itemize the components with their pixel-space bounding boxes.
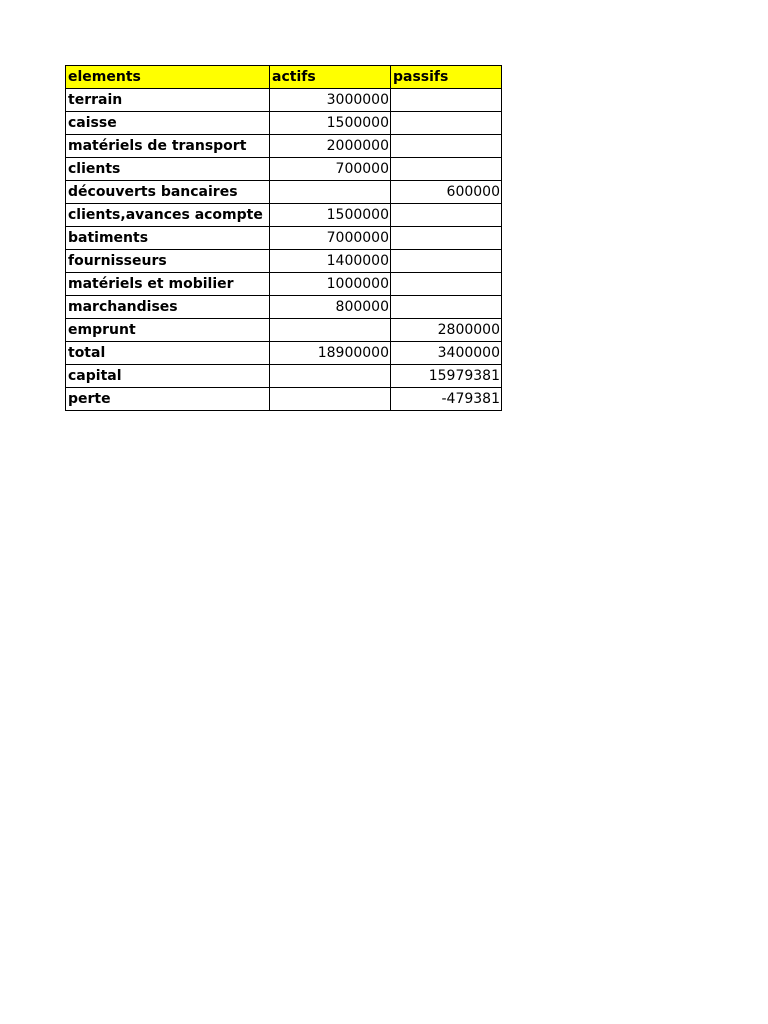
cell-element[interactable]: perte	[66, 388, 270, 411]
cell-element[interactable]: marchandises	[66, 296, 270, 319]
cell-actifs[interactable]: 700000	[270, 158, 391, 181]
cell-passifs[interactable]	[391, 296, 502, 319]
table-row	[66, 112, 502, 135]
cell-actifs[interactable]: 1500000	[270, 204, 391, 227]
cell-element[interactable]: emprunt	[66, 319, 270, 342]
cell-passifs[interactable]	[391, 250, 502, 273]
cell-element[interactable]: batiments	[66, 227, 270, 250]
cell-element[interactable]: découverts bancaires	[66, 181, 270, 204]
header-actifs[interactable]: actifs	[270, 66, 391, 89]
cell-actifs[interactable]: 18900000	[270, 342, 391, 365]
cell-passifs[interactable]: 15979381	[391, 365, 502, 388]
cell-element[interactable]: fournisseurs	[66, 250, 270, 273]
header-passifs[interactable]: passifs	[391, 66, 502, 89]
header-elements[interactable]: elements	[66, 66, 270, 89]
table-row	[66, 273, 502, 296]
table-row	[66, 250, 502, 273]
table-row	[66, 89, 502, 112]
table-row	[66, 181, 502, 204]
cell-element[interactable]: matériels de transport	[66, 135, 270, 158]
cell-passifs[interactable]: 3400000	[391, 342, 502, 365]
cell-passifs[interactable]	[391, 89, 502, 112]
cell-passifs[interactable]	[391, 158, 502, 181]
cell-passifs[interactable]: 2800000	[391, 319, 502, 342]
cell-passifs[interactable]	[391, 273, 502, 296]
cell-element[interactable]: clients,avances acompte	[66, 204, 270, 227]
cell-element[interactable]: matériels et mobilier	[66, 273, 270, 296]
table-row	[66, 365, 502, 388]
table-row	[66, 227, 502, 250]
cell-actifs[interactable]: 2000000	[270, 135, 391, 158]
cell-element[interactable]: total	[66, 342, 270, 365]
cell-passifs[interactable]: -479381	[391, 388, 502, 411]
cell-actifs[interactable]: 3000000	[270, 89, 391, 112]
cell-passifs[interactable]	[391, 227, 502, 250]
header-row	[66, 66, 502, 89]
cell-actifs[interactable]: 1400000	[270, 250, 391, 273]
cell-element[interactable]: terrain	[66, 89, 270, 112]
table-row	[66, 158, 502, 181]
cell-actifs[interactable]	[270, 181, 391, 204]
cell-actifs[interactable]: 1500000	[270, 112, 391, 135]
cell-passifs[interactable]: 600000	[391, 181, 502, 204]
cell-passifs[interactable]	[391, 135, 502, 158]
table-row	[66, 204, 502, 227]
cell-actifs[interactable]: 800000	[270, 296, 391, 319]
cell-passifs[interactable]	[391, 204, 502, 227]
cell-actifs[interactable]: 7000000	[270, 227, 391, 250]
cell-element[interactable]: caisse	[66, 112, 270, 135]
cell-actifs[interactable]: 1000000	[270, 273, 391, 296]
table-row-total	[66, 342, 502, 365]
cell-actifs[interactable]	[270, 365, 391, 388]
cell-passifs[interactable]	[391, 112, 502, 135]
balance-sheet-table	[65, 65, 502, 411]
table-row	[66, 135, 502, 158]
cell-actifs[interactable]	[270, 319, 391, 342]
table-row	[66, 319, 502, 342]
cell-element[interactable]: capital	[66, 365, 270, 388]
cell-actifs[interactable]	[270, 388, 391, 411]
table-row	[66, 296, 502, 319]
table-row	[66, 388, 502, 411]
cell-element[interactable]: clients	[66, 158, 270, 181]
